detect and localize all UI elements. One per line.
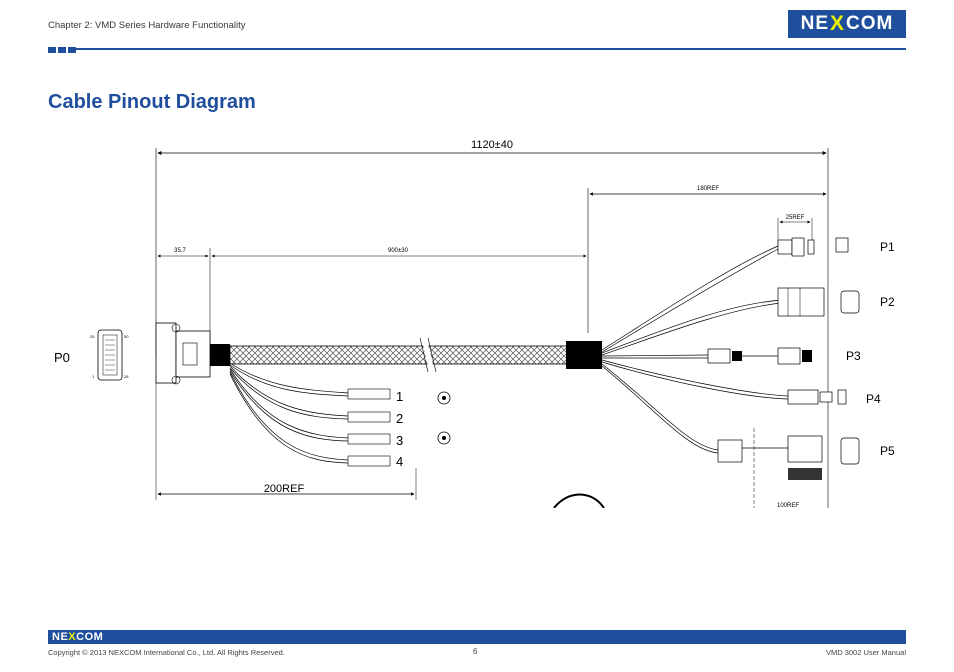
p0-label: P0 [54, 350, 70, 365]
bnc-2-label: 2 [396, 411, 404, 426]
dim-25-label: 25REF [785, 215, 805, 221]
dim-357-label: 35.7 [174, 248, 186, 254]
dim-total-label: 1120±40 [471, 139, 513, 151]
page-number: 6 [473, 647, 478, 656]
chapter-heading: Chapter 2: VMD Series Hardware Functionality [48, 20, 246, 31]
branch-wires-right [602, 246, 788, 453]
branch-wires-left [230, 363, 348, 463]
manual-title: VMD 3002 User Manual [825, 648, 906, 657]
partial-stamp [554, 495, 604, 509]
p5-label: P5 [880, 444, 895, 458]
bnc-3-label: 3 [396, 433, 404, 448]
p1-label: P1 [880, 240, 895, 254]
svg-text:50: 50 [124, 334, 129, 339]
p2-label: P2 [880, 295, 895, 309]
footer-bar [48, 630, 906, 644]
p2-connector [778, 288, 895, 316]
page-title: Cable Pinout Diagram [48, 91, 256, 113]
copyright-text: Copyright © 2013 NEXCOM International Co., Ltd. All Rights Reserved. [48, 648, 285, 657]
bnc-connectors [348, 389, 450, 469]
cable-pinout-diagram [48, 128, 908, 508]
footer-logo: NEXCOM [52, 631, 104, 643]
svg-text:25: 25 [90, 334, 95, 339]
dim-180-label: 180REF [696, 186, 720, 192]
bnc-4-label: 4 [396, 454, 404, 469]
p0-connector-face [54, 330, 129, 380]
header-rule [76, 48, 906, 50]
logo-text-right: COM [846, 13, 894, 34]
p5-connector [718, 436, 895, 480]
dim-200-label: 200REF [263, 483, 305, 495]
logo-text-left: NE [800, 13, 830, 34]
nexcom-logo [788, 10, 906, 38]
bnc-1-label: 1 [396, 389, 404, 404]
p0-connector-side [156, 323, 230, 384]
dim-100-label: 100REF [776, 503, 800, 508]
p4-label: P4 [866, 392, 881, 406]
p3-label: P3 [846, 349, 861, 363]
header-squares [48, 47, 76, 53]
p4-connector [788, 390, 881, 406]
p3-connector [708, 348, 861, 364]
dim-900-label: 900±30 [388, 248, 408, 254]
svg-text:26: 26 [124, 374, 129, 379]
dim-900 [158, 248, 586, 348]
main-cable [230, 338, 602, 372]
p1-connector [778, 238, 895, 256]
svg-text:1: 1 [92, 374, 95, 379]
logo-text-x: X [830, 12, 846, 35]
